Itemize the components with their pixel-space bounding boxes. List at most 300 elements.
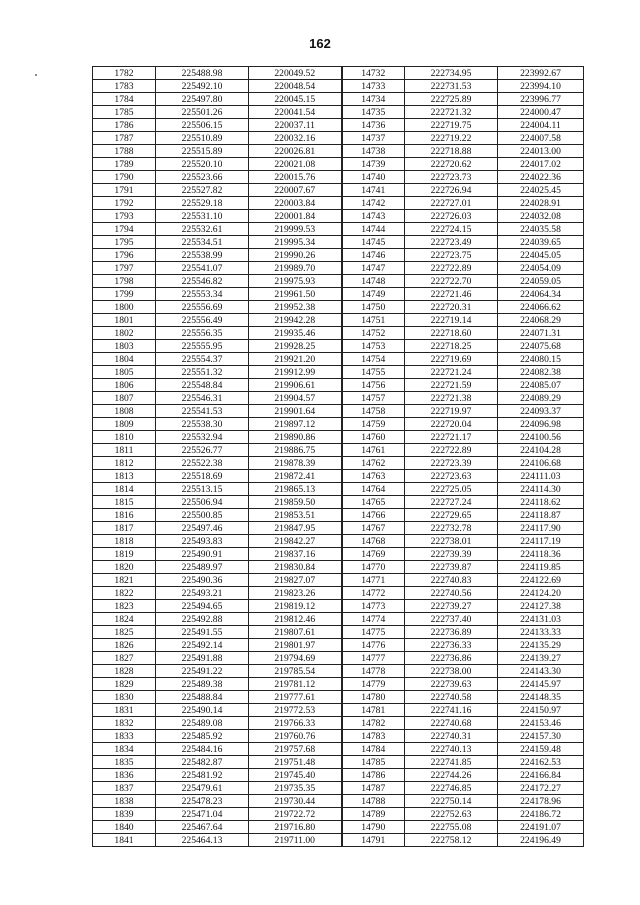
table-cell: 220015.76 bbox=[249, 171, 342, 184]
table-row bbox=[93, 587, 584, 600]
table-cell: 225497.46 bbox=[156, 522, 249, 535]
table-row bbox=[93, 483, 584, 496]
table-row bbox=[93, 743, 584, 756]
table-row bbox=[93, 197, 584, 210]
table-row bbox=[93, 210, 584, 223]
table-cell: 225532.94 bbox=[156, 431, 249, 444]
table-cell: 1796 bbox=[93, 249, 156, 262]
table-cell: 222739.27 bbox=[405, 600, 498, 613]
table-cell: 224118.87 bbox=[498, 509, 584, 522]
table-cell: 1834 bbox=[93, 743, 156, 756]
table-cell: 222741.85 bbox=[405, 756, 498, 769]
table-cell: 222752.63 bbox=[405, 808, 498, 821]
table-cell: 222718.25 bbox=[405, 340, 498, 353]
table-cell: 220007.67 bbox=[249, 184, 342, 197]
table-cell: 219942.28 bbox=[249, 314, 342, 327]
table-cell: 222727.01 bbox=[405, 197, 498, 210]
table-cell: 225489.38 bbox=[156, 678, 249, 691]
table-cell: 14776 bbox=[342, 639, 405, 652]
table-cell: 1793 bbox=[93, 210, 156, 223]
table-cell: 1783 bbox=[93, 80, 156, 93]
table-cell: 223994.10 bbox=[498, 80, 584, 93]
table-cell: 225488.84 bbox=[156, 691, 249, 704]
table-cell: 222736.33 bbox=[405, 639, 498, 652]
table-cell: 222732.78 bbox=[405, 522, 498, 535]
table-cell: 224172.27 bbox=[498, 782, 584, 795]
table-cell: 225491.88 bbox=[156, 652, 249, 665]
table-cell: 219999.53 bbox=[249, 223, 342, 236]
table-cell: 225556.69 bbox=[156, 301, 249, 314]
table-cell: 222746.85 bbox=[405, 782, 498, 795]
table-cell: 1785 bbox=[93, 106, 156, 119]
table-cell: 14777 bbox=[342, 652, 405, 665]
table-cell: 222719.69 bbox=[405, 353, 498, 366]
table-cell: 224135.29 bbox=[498, 639, 584, 652]
table-cell: 222740.58 bbox=[405, 691, 498, 704]
table-cell: 225506.15 bbox=[156, 119, 249, 132]
table-cell: 224104.28 bbox=[498, 444, 584, 457]
table-cell: 1789 bbox=[93, 158, 156, 171]
table-row bbox=[93, 353, 584, 366]
table-cell: 14749 bbox=[342, 288, 405, 301]
table-cell: 225532.61 bbox=[156, 223, 249, 236]
table-cell: 222723.63 bbox=[405, 470, 498, 483]
table-cell: 1809 bbox=[93, 418, 156, 431]
table-cell: 14786 bbox=[342, 769, 405, 782]
table-row bbox=[93, 275, 584, 288]
table-cell: 222750.14 bbox=[405, 795, 498, 808]
table-cell: 224085.07 bbox=[498, 379, 584, 392]
table-cell: 225490.14 bbox=[156, 704, 249, 717]
table-row bbox=[93, 288, 584, 301]
table-cell: 224007.58 bbox=[498, 132, 584, 145]
table-row bbox=[93, 444, 584, 457]
table-cell: 225490.36 bbox=[156, 574, 249, 587]
table-cell: 219722.72 bbox=[249, 808, 342, 821]
table-row bbox=[93, 223, 584, 236]
table-row bbox=[93, 327, 584, 340]
table-cell: 1792 bbox=[93, 197, 156, 210]
table-cell: 224191.07 bbox=[498, 821, 584, 834]
table-cell: 224119.85 bbox=[498, 561, 584, 574]
table-cell: 1825 bbox=[93, 626, 156, 639]
table-cell: 14760 bbox=[342, 431, 405, 444]
table-cell: 224117.90 bbox=[498, 522, 584, 535]
table-row bbox=[93, 67, 584, 80]
table-cell: 1833 bbox=[93, 730, 156, 743]
table-cell: 222726.94 bbox=[405, 184, 498, 197]
table-cell: 224124.20 bbox=[498, 587, 584, 600]
table-cell: 1787 bbox=[93, 132, 156, 145]
table-cell: 220037.11 bbox=[249, 119, 342, 132]
table-cell: 222723.73 bbox=[405, 171, 498, 184]
table-cell: 225490.91 bbox=[156, 548, 249, 561]
table-cell: 225541.07 bbox=[156, 262, 249, 275]
table-cell: 219794.69 bbox=[249, 652, 342, 665]
table-cell: 14791 bbox=[342, 834, 405, 847]
table-cell: 1813 bbox=[93, 470, 156, 483]
table-cell: 14790 bbox=[342, 821, 405, 834]
table-cell: 219901.64 bbox=[249, 405, 342, 418]
table-cell: 224017.02 bbox=[498, 158, 584, 171]
table-cell: 220003.84 bbox=[249, 197, 342, 210]
table-cell: 222718.60 bbox=[405, 327, 498, 340]
table-cell: 222740.31 bbox=[405, 730, 498, 743]
table-cell: 219730.44 bbox=[249, 795, 342, 808]
table-cell: 1800 bbox=[93, 301, 156, 314]
table-cell: 222719.97 bbox=[405, 405, 498, 418]
table-cell: 225482.87 bbox=[156, 756, 249, 769]
table-cell: 224089.29 bbox=[498, 392, 584, 405]
table-row bbox=[93, 808, 584, 821]
table-cell: 14759 bbox=[342, 418, 405, 431]
table-row bbox=[93, 626, 584, 639]
table-cell: 225553.34 bbox=[156, 288, 249, 301]
table-cell: 14766 bbox=[342, 509, 405, 522]
table-row bbox=[93, 457, 584, 470]
table-cell: 222719.22 bbox=[405, 132, 498, 145]
table-cell: 222738.00 bbox=[405, 665, 498, 678]
table-cell: 222744.26 bbox=[405, 769, 498, 782]
table-cell: 219812.46 bbox=[249, 613, 342, 626]
table-cell: 1823 bbox=[93, 600, 156, 613]
table-cell: 219837.16 bbox=[249, 548, 342, 561]
table-cell: 219711.00 bbox=[249, 834, 342, 847]
table-cell: 14784 bbox=[342, 743, 405, 756]
table-row bbox=[93, 678, 584, 691]
table-cell: 222720.04 bbox=[405, 418, 498, 431]
table-cell: 14756 bbox=[342, 379, 405, 392]
table-cell: 225551.32 bbox=[156, 366, 249, 379]
table-cell: 1782 bbox=[93, 67, 156, 80]
table-cell: 14734 bbox=[342, 93, 405, 106]
table-cell: 1831 bbox=[93, 704, 156, 717]
table-cell: 222738.01 bbox=[405, 535, 498, 548]
table-cell: 222729.65 bbox=[405, 509, 498, 522]
table-row bbox=[93, 301, 584, 314]
table-cell: 225546.82 bbox=[156, 275, 249, 288]
table-cell: 219745.40 bbox=[249, 769, 342, 782]
table-row bbox=[93, 470, 584, 483]
table-cell: 219897.12 bbox=[249, 418, 342, 431]
table-cell: 222740.56 bbox=[405, 587, 498, 600]
table-cell: 14769 bbox=[342, 548, 405, 561]
table-cell: 1786 bbox=[93, 119, 156, 132]
table-row bbox=[93, 665, 584, 678]
table-cell: 1821 bbox=[93, 574, 156, 587]
table-cell: 225556.49 bbox=[156, 314, 249, 327]
table-cell: 1808 bbox=[93, 405, 156, 418]
table-cell: 1799 bbox=[93, 288, 156, 301]
table-row bbox=[93, 184, 584, 197]
scan-speck bbox=[35, 74, 37, 76]
table-cell: 224032.08 bbox=[498, 210, 584, 223]
table-cell: 225510.89 bbox=[156, 132, 249, 145]
table-cell: 222721.32 bbox=[405, 106, 498, 119]
table-cell: 224159.48 bbox=[498, 743, 584, 756]
table-cell: 1803 bbox=[93, 340, 156, 353]
table-cell: 222758.12 bbox=[405, 834, 498, 847]
table-row bbox=[93, 821, 584, 834]
table-cell: 14761 bbox=[342, 444, 405, 457]
table-cell: 14753 bbox=[342, 340, 405, 353]
table-cell: 14736 bbox=[342, 119, 405, 132]
table-cell: 225492.10 bbox=[156, 80, 249, 93]
table-cell: 225493.21 bbox=[156, 587, 249, 600]
table-cell: 14781 bbox=[342, 704, 405, 717]
table-cell: 14748 bbox=[342, 275, 405, 288]
table-cell: 225546.31 bbox=[156, 392, 249, 405]
table-cell: 219872.41 bbox=[249, 470, 342, 483]
table-cell: 1812 bbox=[93, 457, 156, 470]
table-cell: 14746 bbox=[342, 249, 405, 262]
table-cell: 224111.03 bbox=[498, 470, 584, 483]
table-cell: 224068.29 bbox=[498, 314, 584, 327]
table-cell: 219886.75 bbox=[249, 444, 342, 457]
table-cell: 14733 bbox=[342, 80, 405, 93]
table-cell: 219928.25 bbox=[249, 340, 342, 353]
table-cell: 222736.89 bbox=[405, 626, 498, 639]
table-cell: 219751.48 bbox=[249, 756, 342, 769]
table-cell: 1797 bbox=[93, 262, 156, 275]
table-cell: 224166.84 bbox=[498, 769, 584, 782]
table-cell: 1802 bbox=[93, 327, 156, 340]
table-cell: 1788 bbox=[93, 145, 156, 158]
table-cell: 14782 bbox=[342, 717, 405, 730]
table-cell: 224035.58 bbox=[498, 223, 584, 236]
table-cell: 222721.24 bbox=[405, 366, 498, 379]
table-cell: 222724.15 bbox=[405, 223, 498, 236]
table-cell: 1790 bbox=[93, 171, 156, 184]
table-cell: 222722.70 bbox=[405, 275, 498, 288]
table-cell: 1807 bbox=[93, 392, 156, 405]
table-cell: 224196.49 bbox=[498, 834, 584, 847]
table-cell: 219865.13 bbox=[249, 483, 342, 496]
table-row bbox=[93, 613, 584, 626]
table-cell: 219904.57 bbox=[249, 392, 342, 405]
table-cell: 222739.87 bbox=[405, 561, 498, 574]
table-cell: 225489.97 bbox=[156, 561, 249, 574]
table-row bbox=[93, 106, 584, 119]
table-cell: 225513.15 bbox=[156, 483, 249, 496]
table-cell: 222725.89 bbox=[405, 93, 498, 106]
table-cell: 220032.16 bbox=[249, 132, 342, 145]
table-cell: 1810 bbox=[93, 431, 156, 444]
table-cell: 1826 bbox=[93, 639, 156, 652]
table-cell: 224122.69 bbox=[498, 574, 584, 587]
table-cell: 224118.62 bbox=[498, 496, 584, 509]
table-row bbox=[93, 392, 584, 405]
table-cell: 220021.08 bbox=[249, 158, 342, 171]
table-row bbox=[93, 639, 584, 652]
table-cell: 14765 bbox=[342, 496, 405, 509]
table-cell: 1822 bbox=[93, 587, 156, 600]
table-cell: 14751 bbox=[342, 314, 405, 327]
table-cell: 225555.95 bbox=[156, 340, 249, 353]
table-row bbox=[93, 691, 584, 704]
table-cell: 219995.34 bbox=[249, 236, 342, 249]
table-cell: 14762 bbox=[342, 457, 405, 470]
table-cell: 224117.19 bbox=[498, 535, 584, 548]
table-cell: 224096.98 bbox=[498, 418, 584, 431]
table-cell: 220045.15 bbox=[249, 93, 342, 106]
table-cell: 1811 bbox=[93, 444, 156, 457]
table-cell: 1838 bbox=[93, 795, 156, 808]
table-cell: 224131.03 bbox=[498, 613, 584, 626]
table-cell: 220041.54 bbox=[249, 106, 342, 119]
table-cell: 1798 bbox=[93, 275, 156, 288]
table-cell: 224045.05 bbox=[498, 249, 584, 262]
table-cell: 222721.38 bbox=[405, 392, 498, 405]
table-cell: 1837 bbox=[93, 782, 156, 795]
table-cell: 224022.36 bbox=[498, 171, 584, 184]
table-cell: 224162.53 bbox=[498, 756, 584, 769]
table-cell: 219819.12 bbox=[249, 600, 342, 613]
table-cell: 225478.23 bbox=[156, 795, 249, 808]
table-cell: 219935.46 bbox=[249, 327, 342, 340]
table-cell: 14771 bbox=[342, 574, 405, 587]
table-cell: 224071.31 bbox=[498, 327, 584, 340]
table-cell: 1816 bbox=[93, 509, 156, 522]
table-row bbox=[93, 93, 584, 106]
table-cell: 14744 bbox=[342, 223, 405, 236]
table-cell: 225501.26 bbox=[156, 106, 249, 119]
table-cell: 14783 bbox=[342, 730, 405, 743]
table-cell: 14788 bbox=[342, 795, 405, 808]
table-row bbox=[93, 80, 584, 93]
table-cell: 222740.68 bbox=[405, 717, 498, 730]
table-cell: 224106.68 bbox=[498, 457, 584, 470]
table-cell: 225529.18 bbox=[156, 197, 249, 210]
table-cell: 222721.46 bbox=[405, 288, 498, 301]
table-cell: 219990.26 bbox=[249, 249, 342, 262]
table-row bbox=[93, 405, 584, 418]
table-cell: 225515.89 bbox=[156, 145, 249, 158]
table-cell: 225491.55 bbox=[156, 626, 249, 639]
table-cell: 222755.08 bbox=[405, 821, 498, 834]
table-row bbox=[93, 340, 584, 353]
table-cell: 1820 bbox=[93, 561, 156, 574]
table-cell: 222722.89 bbox=[405, 444, 498, 457]
table-row bbox=[93, 262, 584, 275]
table-cell: 225522.38 bbox=[156, 457, 249, 470]
table-cell: 222725.05 bbox=[405, 483, 498, 496]
table-cell: 219830.84 bbox=[249, 561, 342, 574]
table-cell: 14785 bbox=[342, 756, 405, 769]
table-cell: 224093.37 bbox=[498, 405, 584, 418]
table-cell: 225506.94 bbox=[156, 496, 249, 509]
table-row bbox=[93, 171, 584, 184]
table-cell: 223992.67 bbox=[498, 67, 584, 80]
table-row bbox=[93, 496, 584, 509]
table-row bbox=[93, 132, 584, 145]
table-cell: 1806 bbox=[93, 379, 156, 392]
table-row bbox=[93, 314, 584, 327]
table-cell: 1814 bbox=[93, 483, 156, 496]
table-cell: 14770 bbox=[342, 561, 405, 574]
table-cell: 224150.97 bbox=[498, 704, 584, 717]
table-cell: 14768 bbox=[342, 535, 405, 548]
table-cell: 1794 bbox=[93, 223, 156, 236]
table-cell: 220049.52 bbox=[249, 67, 342, 80]
table-cell: 1836 bbox=[93, 769, 156, 782]
table-cell: 1829 bbox=[93, 678, 156, 691]
table-cell: 225491.22 bbox=[156, 665, 249, 678]
table-cell: 14779 bbox=[342, 678, 405, 691]
table-cell: 14758 bbox=[342, 405, 405, 418]
table-cell: 14772 bbox=[342, 587, 405, 600]
table-cell: 1801 bbox=[93, 314, 156, 327]
table-cell: 219878.39 bbox=[249, 457, 342, 470]
table-cell: 225488.98 bbox=[156, 67, 249, 80]
table-row bbox=[93, 236, 584, 249]
table-row bbox=[93, 522, 584, 535]
table-cell: 225479.61 bbox=[156, 782, 249, 795]
table-cell: 222739.39 bbox=[405, 548, 498, 561]
table-cell: 225471.04 bbox=[156, 808, 249, 821]
table-cell: 219847.95 bbox=[249, 522, 342, 535]
table-cell: 1835 bbox=[93, 756, 156, 769]
table-row bbox=[93, 145, 584, 158]
table-cell: 222737.40 bbox=[405, 613, 498, 626]
coordinates-table-body bbox=[93, 67, 584, 847]
table-cell: 14739 bbox=[342, 158, 405, 171]
table-cell: 14737 bbox=[342, 132, 405, 145]
table-cell: 224139.27 bbox=[498, 652, 584, 665]
table-cell: 219989.70 bbox=[249, 262, 342, 275]
table-cell: 222723.49 bbox=[405, 236, 498, 249]
table-cell: 222721.17 bbox=[405, 431, 498, 444]
table-cell: 1830 bbox=[93, 691, 156, 704]
table-row bbox=[93, 548, 584, 561]
table-cell: 224186.72 bbox=[498, 808, 584, 821]
table-cell: 1824 bbox=[93, 613, 156, 626]
coordinates-table bbox=[92, 66, 584, 847]
table-row bbox=[93, 834, 584, 847]
table-cell: 222720.62 bbox=[405, 158, 498, 171]
table-cell: 225497.80 bbox=[156, 93, 249, 106]
table-row bbox=[93, 782, 584, 795]
table-cell: 1795 bbox=[93, 236, 156, 249]
table-cell: 224025.45 bbox=[498, 184, 584, 197]
table-row bbox=[93, 535, 584, 548]
table-cell: 219777.61 bbox=[249, 691, 342, 704]
table-cell: 222722.89 bbox=[405, 262, 498, 275]
table-cell: 225492.88 bbox=[156, 613, 249, 626]
table-cell: 219859.50 bbox=[249, 496, 342, 509]
table-cell: 219975.93 bbox=[249, 275, 342, 288]
table-cell: 222723.39 bbox=[405, 457, 498, 470]
table-cell: 1839 bbox=[93, 808, 156, 821]
table-cell: 219906.61 bbox=[249, 379, 342, 392]
table-cell: 225541.53 bbox=[156, 405, 249, 418]
table-cell: 224000.47 bbox=[498, 106, 584, 119]
table-cell: 225494.65 bbox=[156, 600, 249, 613]
table-cell: 225523.66 bbox=[156, 171, 249, 184]
table-cell: 225538.99 bbox=[156, 249, 249, 262]
table-cell: 225527.82 bbox=[156, 184, 249, 197]
table-cell: 219781.12 bbox=[249, 678, 342, 691]
table-cell: 222721.59 bbox=[405, 379, 498, 392]
table-cell: 224054.09 bbox=[498, 262, 584, 275]
table-cell: 225520.10 bbox=[156, 158, 249, 171]
table-cell: 222740.13 bbox=[405, 743, 498, 756]
table-cell: 14780 bbox=[342, 691, 405, 704]
table-cell: 219785.54 bbox=[249, 665, 342, 678]
table-row bbox=[93, 769, 584, 782]
table-row bbox=[93, 249, 584, 262]
table-cell: 219952.38 bbox=[249, 301, 342, 314]
